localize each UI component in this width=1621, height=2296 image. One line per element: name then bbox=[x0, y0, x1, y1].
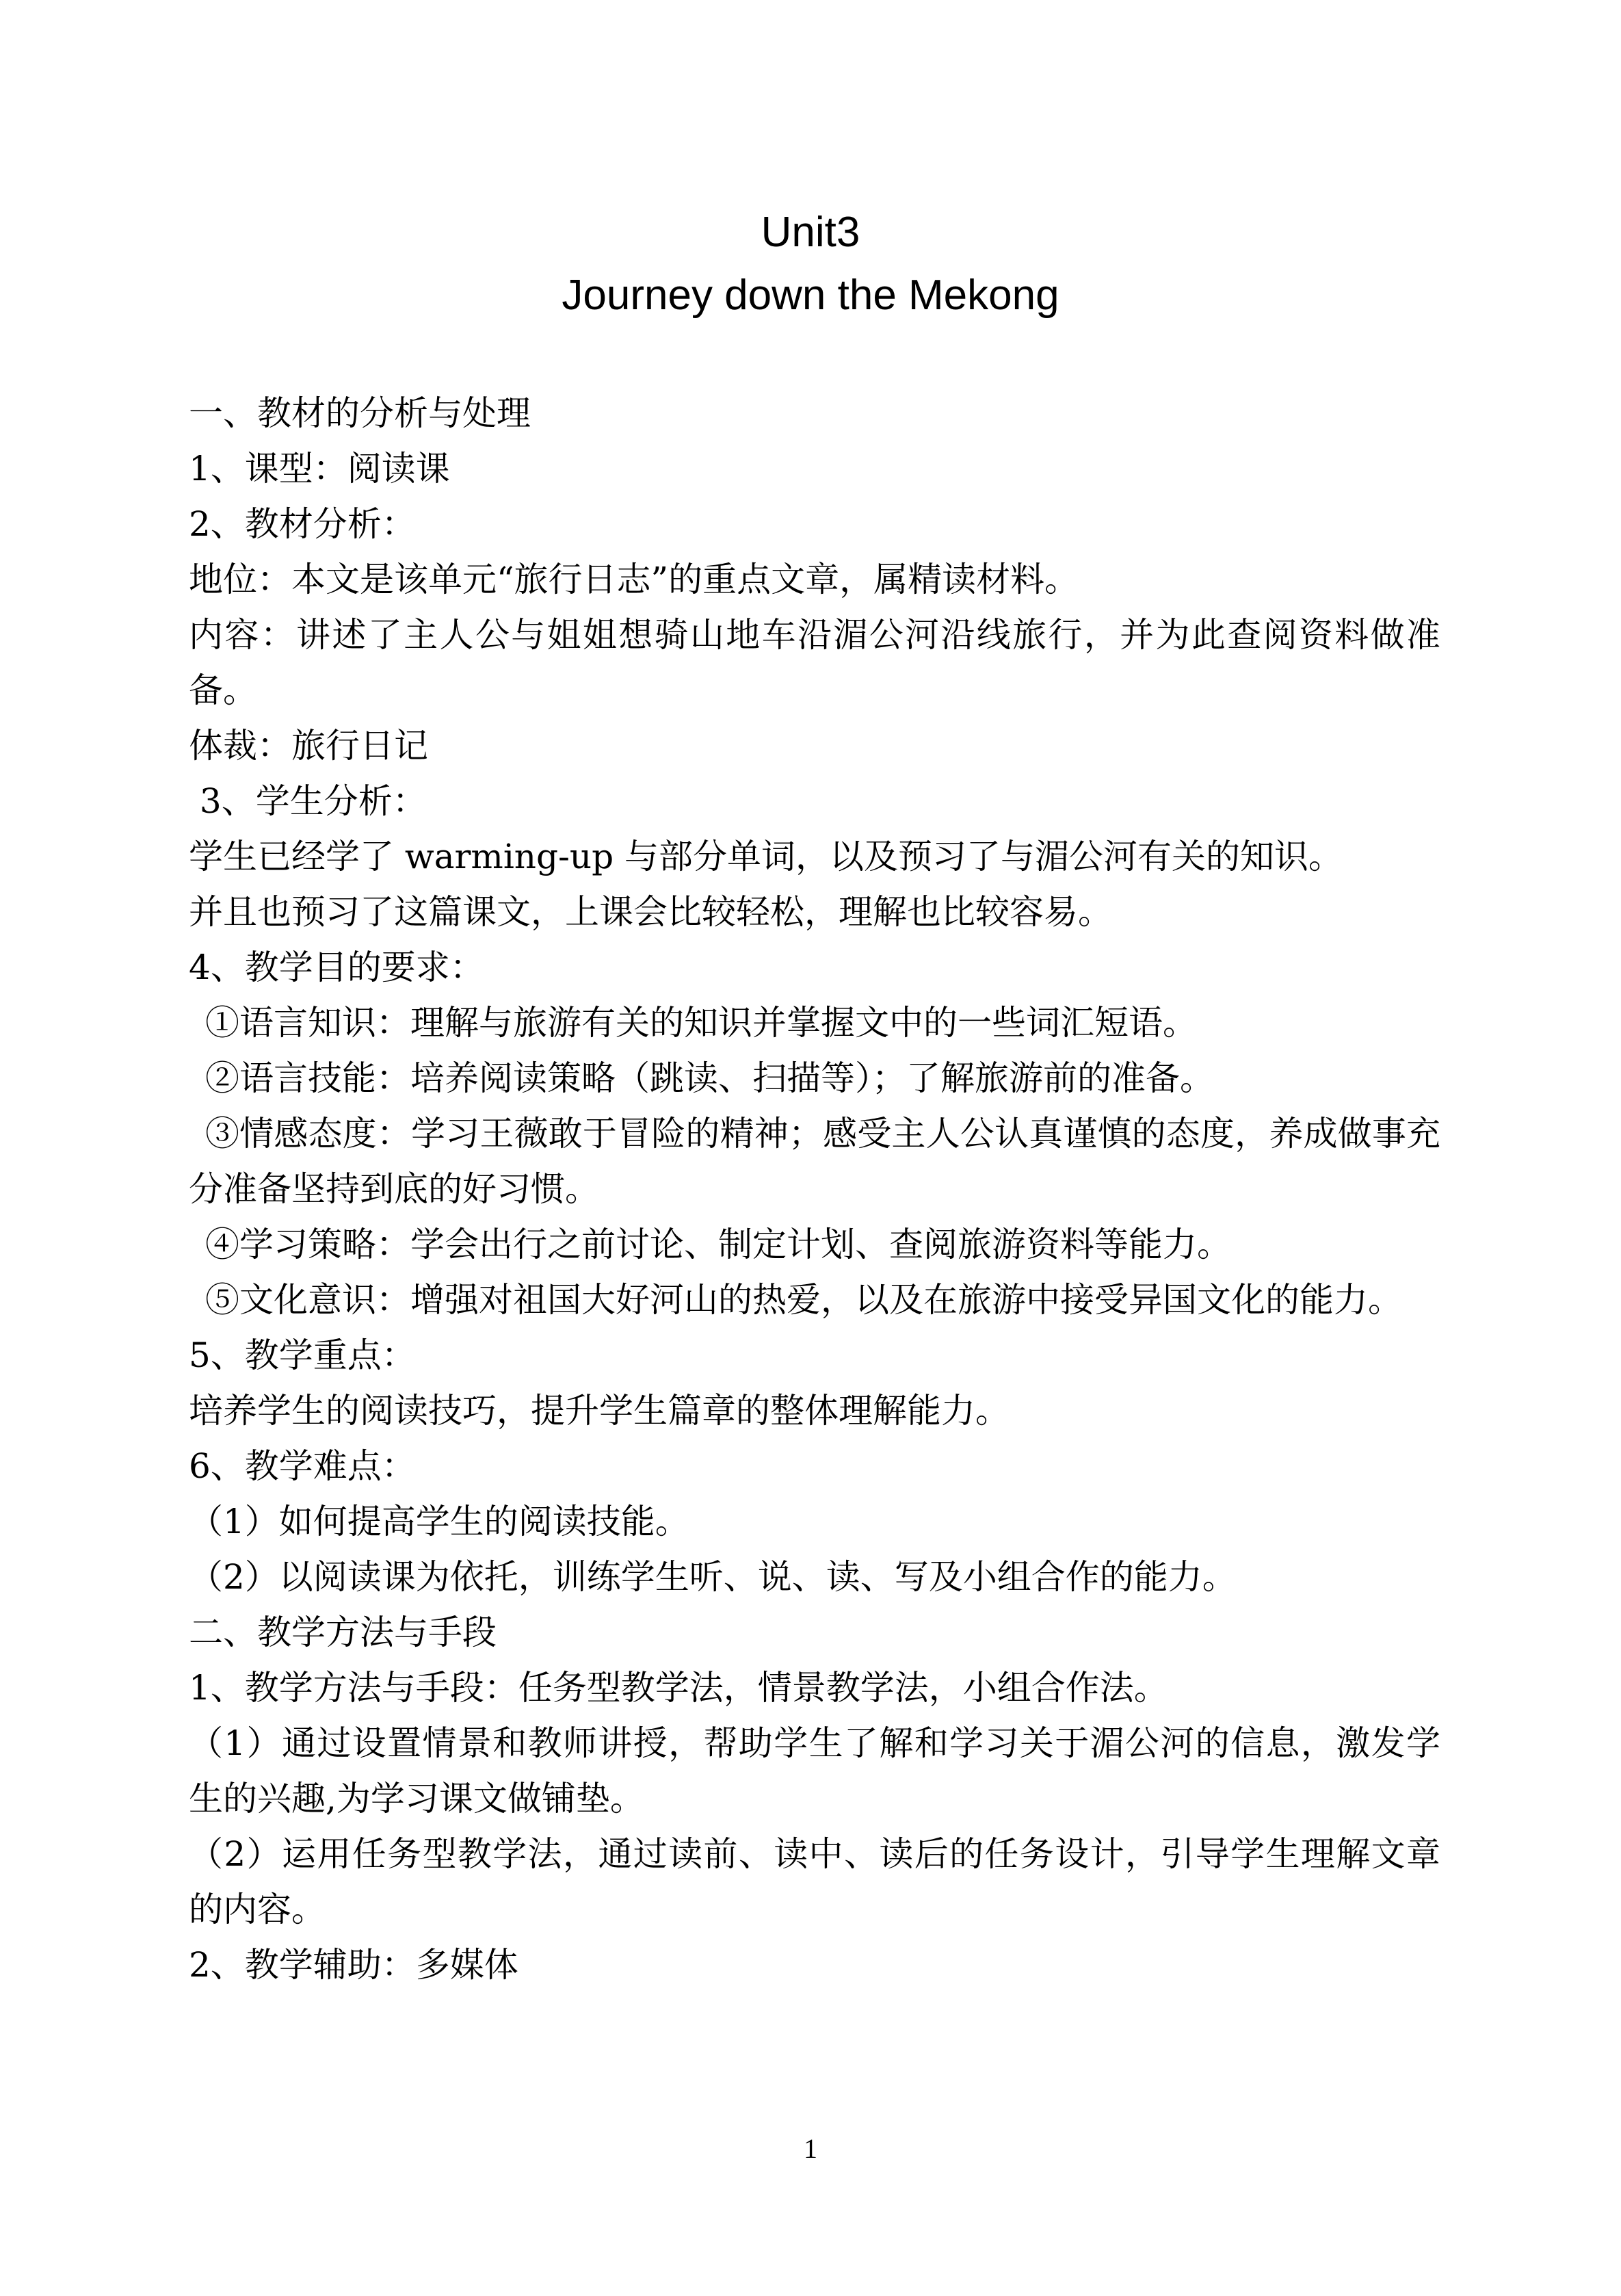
paragraph: 体裁：旅行日记 bbox=[189, 726, 428, 766]
paragraph: 2、教学辅助：多媒体 bbox=[189, 1945, 518, 1985]
section-heading: 一、教材的分析与处理 bbox=[189, 393, 531, 433]
paragraph: 1、教学方法与手段：任务型教学法，情景教学法，小组合作法。 bbox=[189, 1668, 1168, 1708]
list-item: （2）运用任务型教学法，通过读前、读中、读后的任务设计，引导学生理解文章的内容。 bbox=[189, 1834, 1440, 1929]
list-item: （2）以阅读课为依托，训练学生听、说、读、写及小组合作的能力。 bbox=[189, 1557, 1237, 1597]
list-item: （1）通过设置情景和教师讲授，帮助学生了解和学习关于湄公河的信息，激发学生的兴趣,为学习课文做铺垫。 bbox=[189, 1723, 1440, 1818]
subsection-heading: 5、教学重点： bbox=[189, 1335, 416, 1375]
section-heading: 二、教学方法与手段 bbox=[189, 1613, 497, 1652]
paragraph: 并且也预习了这篇课文，上课会比较轻松，理解也比较容易。 bbox=[189, 892, 1112, 932]
paragraph: 学生已经学了 warming-up 与部分单词，以及预习了与湄公河有关的知识。 bbox=[189, 837, 1343, 876]
list-item: ②语言技能：培养阅读策略（跳读、扫描等）；了解旅游前的准备。 bbox=[205, 1058, 1214, 1098]
list-item: ③情感态度：学习王薇敢于冒险的精神；感受主人公认真谨慎的态度，养成做事充分准备坚持到底的好习惯。 bbox=[189, 1114, 1440, 1209]
page-number: 1 bbox=[804, 2133, 817, 2164]
document-body bbox=[189, 386, 1440, 1993]
paragraph: 内容：讲述了主人公与姐姐想骑山地车沿湄公河沿线旅行，并为此查阅资料做准备。 bbox=[189, 615, 1440, 710]
list-item: ①语言知识：理解与旅游有关的知识并掌握文中的一些词汇短语。 bbox=[205, 1003, 1197, 1043]
paragraph: 地位：本文是该单元“旅行日志”的重点文章，属精读材料。 bbox=[189, 560, 1079, 599]
paragraph: 培养学生的阅读技巧，提升学生篇章的整体理解能力。 bbox=[189, 1391, 1010, 1431]
list-item: ⑤文化意识：增强对祖国大好河山的热爱，以及在旅游中接受异国文化的能力。 bbox=[205, 1280, 1402, 1320]
unit-heading: Unit3 bbox=[761, 209, 860, 256]
list-item: （1）如何提高学生的阅读技能。 bbox=[189, 1502, 689, 1541]
subsection-heading: 6、教学难点： bbox=[189, 1446, 416, 1486]
subsection-heading: 3、学生分析： bbox=[189, 781, 427, 821]
document-title: Journey down the Mekong bbox=[562, 272, 1059, 319]
subsection-heading: 4、教学目的要求： bbox=[189, 948, 484, 987]
list-item: ④学习策略：学会出行之前讨论、制定计划、查阅旅游资料等能力。 bbox=[205, 1225, 1231, 1264]
paragraph: 1、课型：阅读课 bbox=[189, 449, 450, 488]
subsection-heading: 2、教材分析： bbox=[189, 504, 416, 544]
